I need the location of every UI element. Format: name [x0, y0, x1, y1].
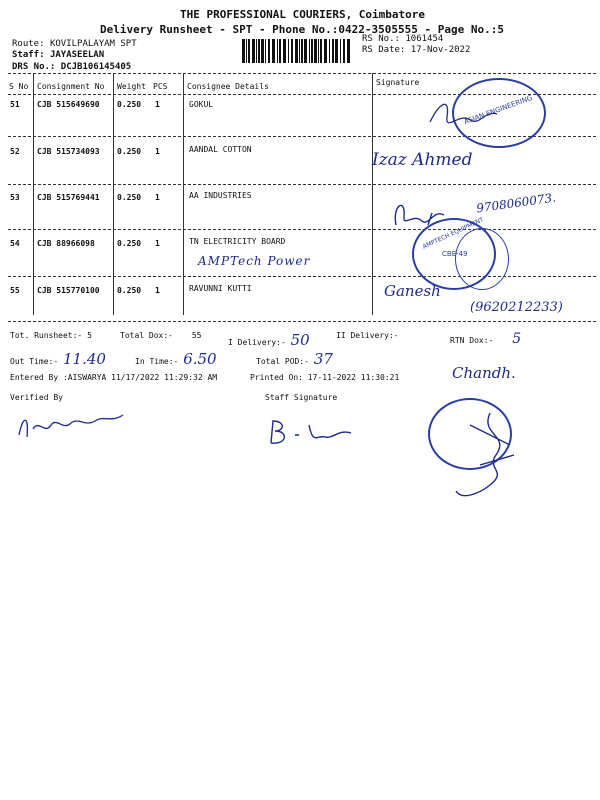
in-time-value: 6.50	[183, 350, 217, 368]
row-pcs: 1	[155, 147, 160, 156]
document-subtitle: Delivery Runsheet - SPT - Phone No.:0422-3505555 - Page No.:5	[100, 23, 504, 36]
barcode-bar	[299, 39, 300, 63]
row-weight: 0.250	[117, 100, 142, 109]
staff-label: Staff:	[12, 50, 45, 60]
bottom-stamp-signature	[450, 405, 530, 505]
barcode-bar	[332, 39, 334, 63]
ii-delivery-label: II Delivery:-	[336, 331, 399, 340]
rtn-dox	[450, 331, 521, 347]
total-pod	[256, 350, 333, 368]
row-weight: 0.250	[117, 239, 142, 248]
barcode-bar	[304, 39, 307, 63]
rs-date-value: 17-Nov-2022	[410, 45, 471, 55]
row-pcs: 1	[155, 239, 160, 248]
barcode-bar	[288, 39, 289, 63]
barcode-bar	[318, 39, 319, 63]
barcode-bar	[291, 39, 293, 63]
barcode-bar	[261, 39, 264, 63]
row-divider	[8, 229, 596, 230]
row-consignment: CJB 515734093	[37, 147, 100, 156]
row-consignment: CJB 88966098	[37, 239, 95, 248]
i-delivery-value: 50	[290, 331, 310, 349]
row-consignee: AANDAL COTTON	[189, 145, 252, 154]
phone-55: (9620212233)	[470, 300, 563, 315]
header-pcs: PCS	[153, 82, 168, 91]
barcode-bar	[248, 39, 250, 63]
route-label: Route:	[12, 39, 45, 49]
rs-no-label: RS No.:	[362, 34, 400, 44]
header-consignee: Consignee Details	[187, 82, 269, 91]
col-divider	[183, 73, 184, 315]
rs-date-label: RS Date:	[362, 45, 406, 55]
barcode-bar	[320, 39, 322, 63]
total-runsheet: Tot. Runsheet:- 5	[10, 331, 92, 340]
row-pcs: 1	[155, 286, 160, 295]
barcode-bar	[252, 39, 255, 63]
row-divider	[8, 184, 596, 185]
in-time-label: In Time:-	[135, 357, 179, 366]
row-divider	[8, 276, 596, 277]
route-value: KOVILPALAYAM SPT	[49, 39, 137, 49]
signature-55: Ganesh	[384, 282, 441, 300]
signature-52: Izaz Ahmed	[372, 150, 473, 170]
rs-no-value: 1061454	[405, 34, 444, 44]
drs-value: DCJB106145405	[60, 62, 132, 72]
rtn-dox-value: 5	[512, 331, 522, 347]
total-pod-label: Total POD:-	[256, 357, 309, 366]
row-consignee: GOKUL	[189, 100, 214, 109]
col-divider	[113, 73, 114, 315]
row-consignee: TN ELECTRICITY BOARD	[189, 237, 286, 246]
i-delivery	[228, 331, 310, 349]
table-top-border	[8, 73, 596, 74]
barcode-bar	[343, 39, 345, 63]
barcode-bar	[258, 39, 260, 63]
row-consignment: CJB 515769441	[37, 193, 100, 202]
barcode-bar	[311, 39, 313, 63]
table-bottom-border	[8, 321, 596, 322]
row-consignee: AA INDUSTRIES	[189, 191, 252, 200]
i-delivery-label: I Delivery:-	[228, 338, 286, 347]
secondary-stamp	[455, 228, 509, 290]
rs-date-line	[362, 45, 470, 55]
handwritten-signature: Chandh.	[452, 364, 516, 382]
row-weight: 0.250	[117, 147, 142, 156]
barcode-bar	[277, 39, 278, 63]
col-divider	[33, 73, 34, 315]
row-sno: 53	[10, 193, 20, 202]
total-dox-value: 55	[191, 331, 202, 340]
barcode-bar	[324, 39, 327, 63]
barcode-bar	[347, 39, 350, 63]
out-time-value: 11.40	[63, 350, 106, 368]
row-pcs: 1	[155, 193, 160, 202]
stamp-center-text: CBE-49	[442, 250, 468, 258]
verified-by-label: Verified By	[10, 393, 63, 402]
printed-on: Printed On: 17-11-2022 11:30:21	[250, 373, 400, 382]
rtn-dox-label: RTN Dox:-	[450, 336, 494, 345]
phone-53: 9708060073.	[475, 190, 557, 216]
drs-line	[12, 62, 131, 72]
header-weight: Weight	[117, 82, 146, 91]
header-signature: Signature	[376, 78, 420, 87]
barcode	[242, 39, 352, 63]
stamp-text: ASIAN ENGINEERING	[462, 93, 534, 127]
header-sno: S No	[9, 82, 29, 91]
barcode-bar	[268, 39, 270, 63]
total-dox-label: Total Dox:-	[120, 331, 173, 340]
row-pcs: 1	[155, 100, 160, 109]
barcode-bar	[295, 39, 298, 63]
row-consignment: CJB 515770100	[37, 286, 100, 295]
rs-no-line	[362, 34, 443, 44]
row-sno: 52	[10, 147, 20, 156]
staff-signature	[265, 415, 365, 455]
barcode-bar	[329, 39, 330, 63]
staff-line	[12, 50, 104, 60]
barcode-bar	[242, 39, 245, 63]
row-weight: 0.250	[117, 286, 142, 295]
row-consignment: CJB 515649690	[37, 100, 100, 109]
barcode-bar	[279, 39, 281, 63]
row-weight: 0.250	[117, 193, 142, 202]
in-time	[135, 350, 217, 368]
barcode-bar	[340, 39, 341, 63]
total-pod-value: 37	[313, 350, 333, 368]
verified-by-signature	[15, 405, 135, 445]
barcode-bar	[335, 39, 338, 63]
total-dox	[120, 331, 201, 340]
drs-label: DRS No.:	[12, 62, 56, 72]
header-consignment: Consignment No	[37, 82, 105, 91]
barcode-bar	[283, 39, 286, 63]
row-sno: 54	[10, 239, 20, 248]
out-time-label: Out Time:-	[10, 357, 59, 366]
row-consignee: RAVUNNI KUTTI	[189, 284, 252, 293]
document-title: THE PROFESSIONAL COURIERS, Coimbatore	[180, 8, 426, 21]
stamp-text: AMPTECH EQUIPMENT	[421, 216, 485, 251]
barcode-bar	[309, 39, 310, 63]
barcode-bar	[256, 39, 257, 63]
row-sno: 51	[10, 100, 20, 109]
staff-signature-label: Staff Signature	[265, 393, 338, 402]
entered-by: Entered By :AISWARYA 11/17/2022 11:29:32 AM	[10, 373, 218, 382]
out-time	[10, 350, 106, 368]
staff-value: JAYASEELAN	[49, 50, 105, 60]
signature-51	[425, 92, 505, 142]
col-divider	[372, 73, 373, 315]
barcode-bar	[301, 39, 303, 63]
row-handwritten-note: AMPTech Power	[198, 254, 311, 268]
route-line	[12, 39, 137, 49]
barcode-bar	[265, 39, 266, 63]
barcode-bar	[314, 39, 317, 63]
row-sno: 55	[10, 286, 20, 295]
barcode-bar	[272, 39, 275, 63]
barcode-bar	[246, 39, 247, 63]
